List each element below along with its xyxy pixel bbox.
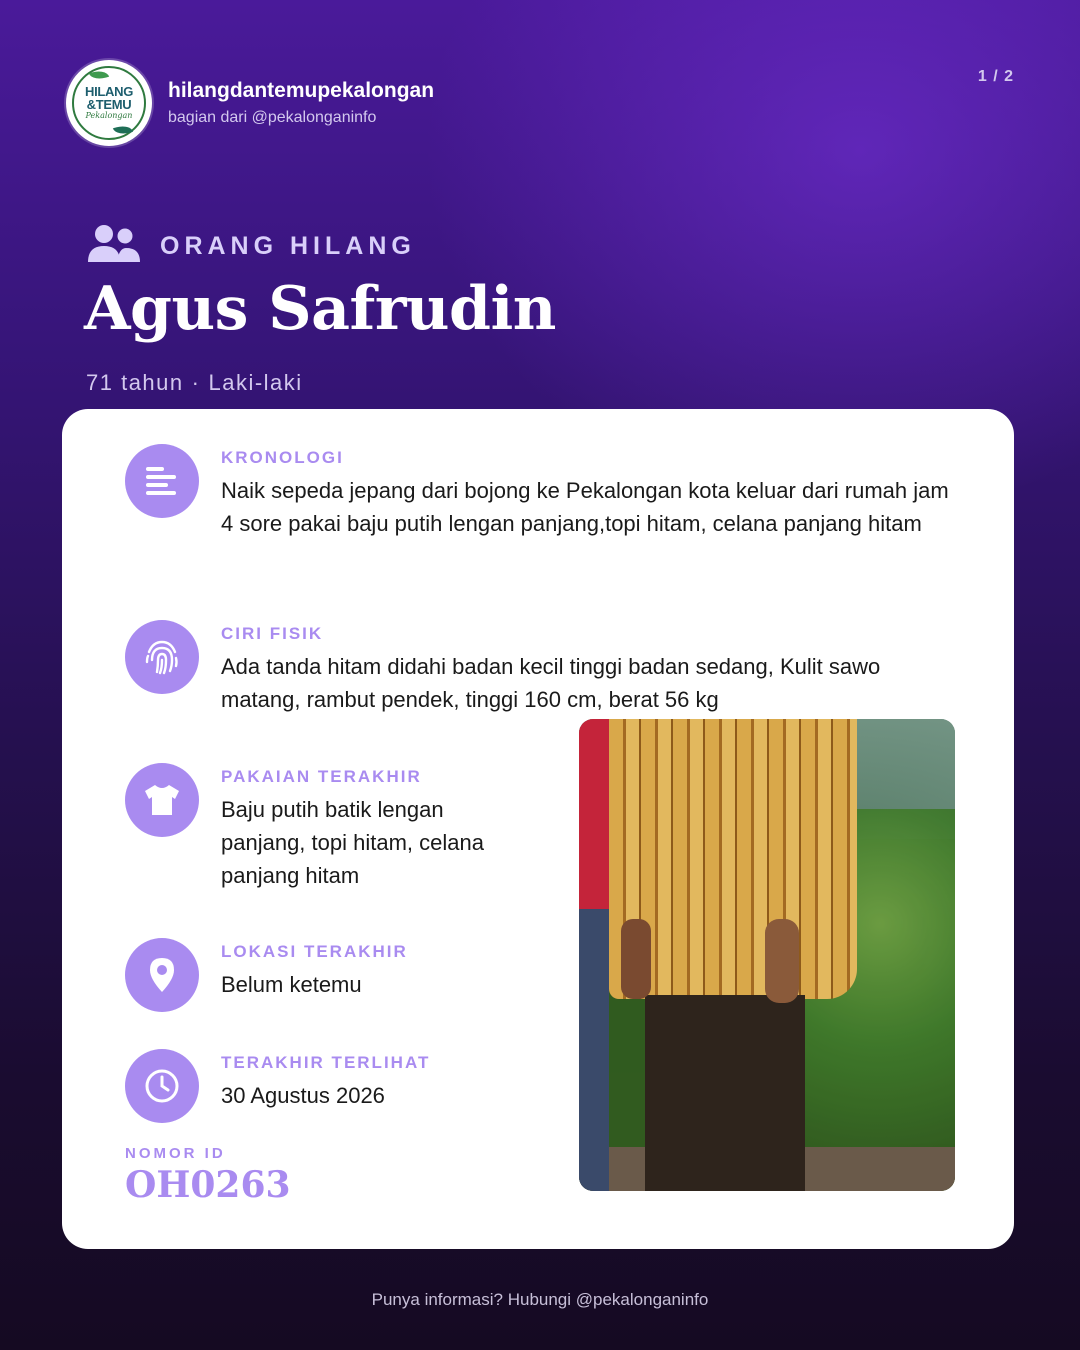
leaf-icon (113, 122, 133, 138)
account-name[interactable]: hilangdantemupekalongan (168, 79, 435, 102)
detail-lokasi-terakhir (125, 938, 531, 1012)
tshirt-icon (125, 763, 199, 837)
category-label: ORANG HILANG (160, 232, 416, 260)
detail-value: Belum ketemu (221, 972, 362, 997)
logo-text-line1: HILANG (84, 84, 134, 99)
id-number (125, 1145, 291, 1206)
header (66, 60, 434, 146)
fingerprint-icon (125, 620, 199, 694)
footer-contact: Punya informasi? Hubungi @pekalonganinfo (371, 1290, 709, 1309)
clock-icon (125, 1049, 199, 1123)
detail-value: Baju putih batik lengan panjang, topi hitam, celana panjang hitam (221, 797, 484, 888)
account-logo[interactable] (66, 60, 152, 146)
info-card (62, 409, 1014, 1249)
person-gender: Laki-laki (208, 370, 303, 395)
page-indicator: 1 / 2 (977, 68, 1014, 85)
person-name: Agus Safrudin (84, 274, 556, 344)
detail-terakhir-terlihat (125, 1049, 531, 1123)
align-left-icon (125, 444, 199, 518)
id-value: OH0263 (125, 1164, 291, 1206)
detail-label: TERAKHIR TERLIHAT (221, 1053, 431, 1072)
detail-pakaian-terakhir (125, 763, 531, 892)
meta-separator: · (191, 370, 201, 395)
leaf-icon (89, 67, 109, 83)
detail-label: CIRI FISIK (221, 624, 324, 643)
detail-kronologi (125, 444, 961, 540)
detail-value: Naik sepeda jepang dari bojong ke Pekalongan kota keluar dari rumah jam 4 sore pakai baju putih lengan panjang,topi hitam, celana panjang hitam (221, 478, 949, 536)
detail-label: LOKASI TERAKHIR (221, 942, 408, 961)
person-photo (579, 719, 955, 1191)
logo-text-line3: Pekalongan (85, 111, 133, 120)
category-header (86, 224, 416, 269)
detail-value: 30 Agustus 2026 (221, 1083, 385, 1108)
people-icon (86, 224, 140, 269)
id-label: NOMOR ID (125, 1145, 226, 1162)
account-info (168, 79, 434, 127)
location-pin-icon (125, 938, 199, 1012)
detail-label: PAKAIAN TERAKHIR (221, 767, 422, 786)
detail-ciri-fisik (125, 620, 961, 716)
person-age: 71 tahun (86, 370, 184, 395)
logo-text-line2: &TEMU (86, 97, 132, 112)
detail-label: KRONOLOGI (221, 448, 344, 467)
detail-value: Ada tanda hitam didahi badan kecil tinggi badan sedang, Kulit sawo matang, rambut pendek, tinggi 160 cm, berat 56 kg (221, 654, 881, 712)
logo-badge (72, 66, 146, 140)
person-meta (86, 370, 303, 396)
account-subtitle: bagian dari @pekalonganinfo (168, 109, 377, 126)
